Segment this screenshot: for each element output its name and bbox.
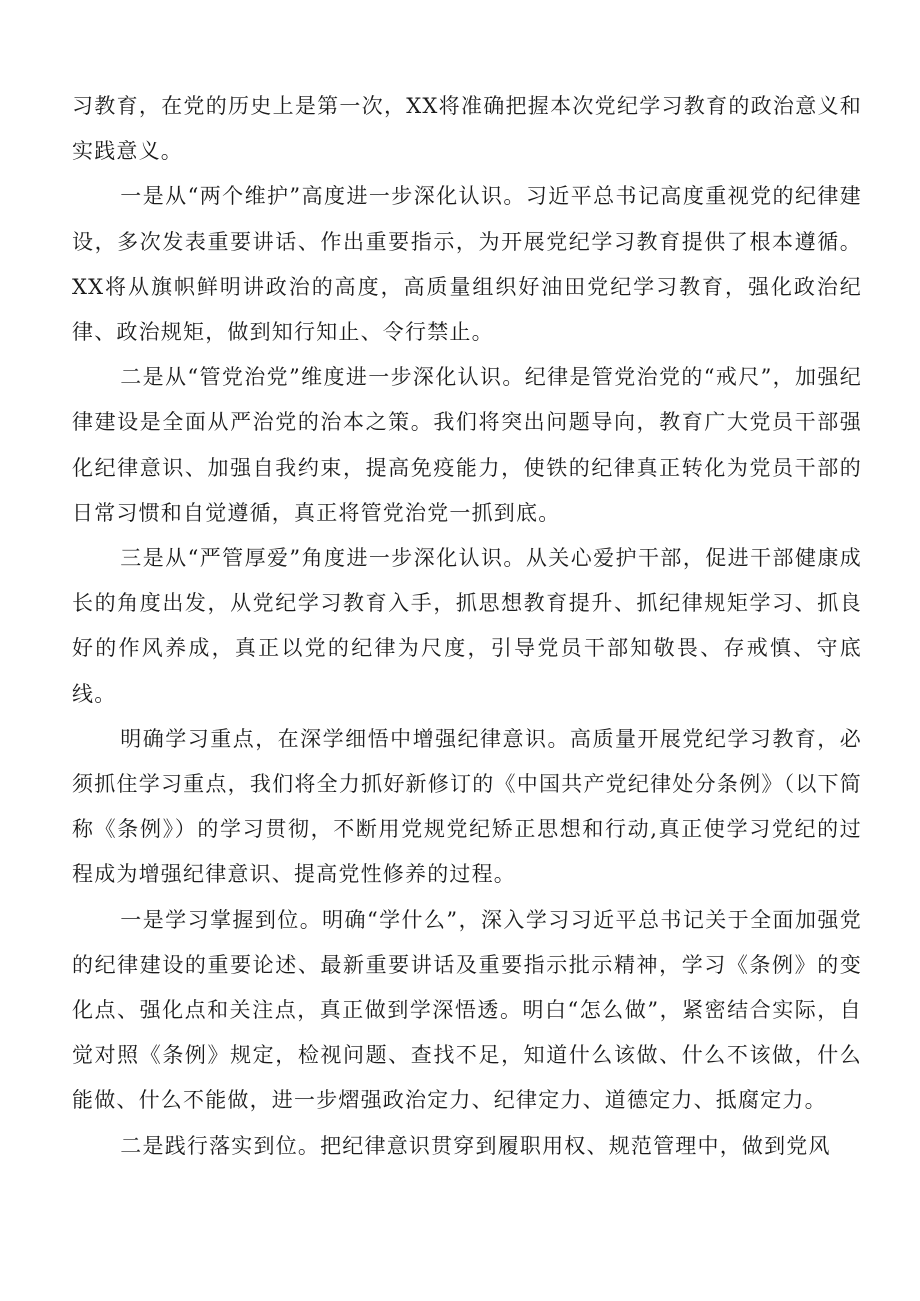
document-body bbox=[72, 84, 862, 1169]
paragraph-learning-focus: 明确学习重点，在深学细悟中增强纪律意识。高质量开展党纪学习教育，必须抓住学习重点，我们将全力抓好新修订的《中国共产党纪律处分条例》（以下简称《条例》）的学习贯彻，不断用党规党纪矫正思想和行动,真正使学习党纪的过程成为增强纪律意识、提高党性修养的过程。 bbox=[72, 726, 862, 887]
paragraph-strict-care: 三是从“严管厚爱”角度进一步深化认识。从关心爱护干部，促进干部健康成长的角度出发，从党纪学习教育入手，抓思想教育提升、抓纪律规矩学习、抓良好的作风养成，真正以党的纪律为尺度，引导党员干部知敬畏、存戒慎、守底线。 bbox=[72, 546, 862, 706]
paragraph-party-governance: 二是从“管党治党”维度进一步深化认识。纪律是管党治党的“戒尺”，加强纪律建设是全面从严治党的治本之策。我们将突出问题导向，教育广大党员干部强化纪律意识、加强自我约束，提高免疫能力，使铁的纪律真正转化为党员干部的日常习惯和自觉遵循，真正将管党治党一抓到底。 bbox=[72, 365, 862, 525]
paragraph-practice-implementation: 二是践行落实到位。把纪律意识贯穿到履职用权、规范管理中，做到党风 bbox=[120, 1133, 831, 1158]
paragraph-learning-mastery: 一是学习掌握到位。明确“学什么”，深入学习习近平总书记关于全面加强党的纪律建设的重要论述、最新重要讲话及重要指示批示精神，学习《条例》的变化点、强化点和关注点，真正做到学深悟透。明白“怎么做”，紧密结合实际，自觉对照《条例》规定，检视问题、查找不足，知道什么该做、什么不该做，什么能做、什么不能做，进一步熠强政治定力、纪律定力、道德定力、抵腐定力。 bbox=[72, 907, 862, 1113]
paragraph-two-safeguards: 一是从“两个维护”高度进一步深化认识。习近平总书记高度重视党的纪律建设，多次发表重要讲话、作出重要指示，为开展党纪学习教育提供了根本遵循。XX将从旗帜鲜明讲政治的高度，高质量组织好油田党纪学习教育，强化政治纪律、政治规矩，做到知行知止、令行禁止。 bbox=[72, 184, 862, 345]
paragraph-intro-continuation: 习教育，在党的历史上是第一次，XX将准确把握本次党纪学习教育的政治意义和实践意义。 bbox=[72, 94, 862, 164]
